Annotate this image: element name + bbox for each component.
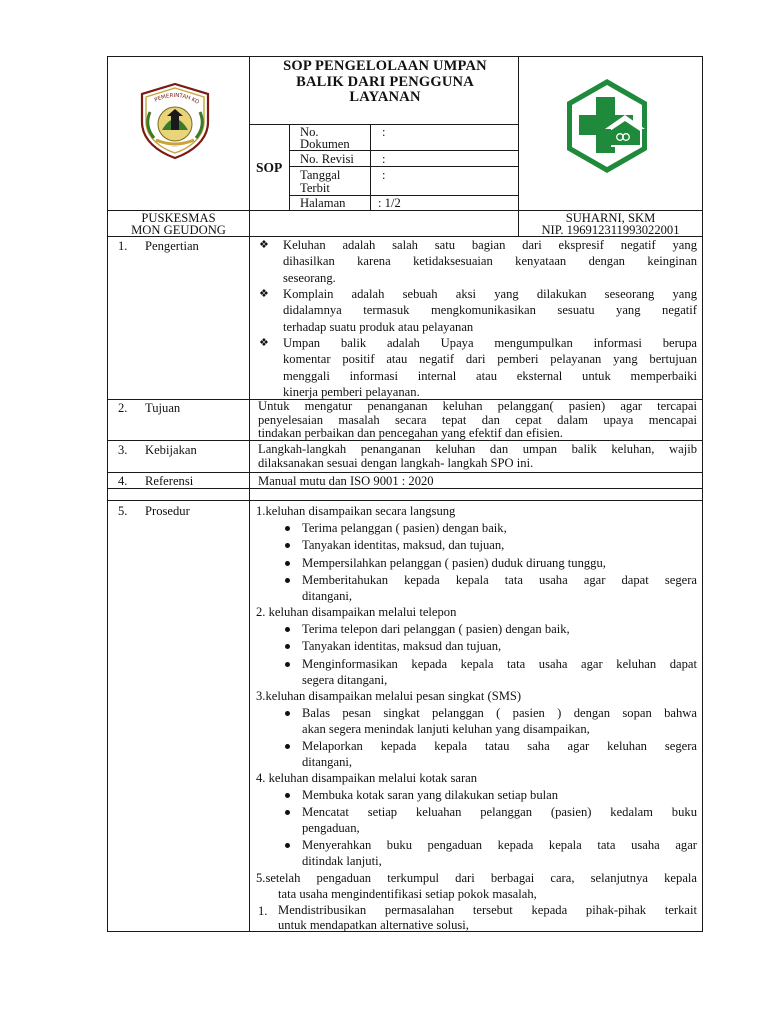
title-line-1: SOP PENGELOLAAN UMPAN	[283, 58, 487, 74]
section-4-number: 4.	[118, 474, 128, 488]
bullet-dot-icon	[285, 644, 290, 649]
city-emblem-logo	[136, 82, 214, 160]
bullet-dot-icon	[285, 843, 290, 848]
svg-text:·····: ·····	[172, 145, 178, 149]
bullet-dot-icon	[285, 526, 290, 531]
halaman-value: : 1/2	[378, 196, 401, 210]
bullet-dot-icon	[285, 543, 290, 548]
bullet-dot-icon	[285, 810, 290, 815]
prosedur-1-item-2: Tanyakan identitas, maksud, dan tujuan,	[302, 538, 505, 552]
section-2-label: Tujuan	[145, 401, 181, 415]
no-revisi-colon: :	[382, 152, 386, 166]
prosedur-heading-4: 4. keluhan disampaikan melalui kotak saran	[256, 771, 478, 785]
prosedur-2-item-3: Menginformasikan kepada kepala tata usaha agar keluhan dapat segera ditangani,	[302, 657, 697, 688]
kebijakan-text: Langkah-langkah penanganan keluhan dan umpan balik keluhan, wajib dilaksanakan sesuai dengan langkah- langkah SPO ini.	[258, 442, 697, 470]
tanggal-terbit-label-2: Terbit	[300, 181, 330, 195]
prosedur-4-item-1: Membuka kotak saran yang dilakukan setiap bulan	[302, 788, 559, 802]
prosedur-heading-2: 2. keluhan disampaikan melalui telepon	[256, 605, 457, 619]
prosedur-step-5: 5.setelah pengaduan terkumpul dari berbagai cara, selanjutnya kepala tata usaha mengindentifikasi setiap pokok masalah,	[256, 871, 697, 902]
section-3-number: 3.	[118, 443, 128, 457]
diamond-bullet-icon: ❖	[259, 337, 269, 349]
section-4-label: Referensi	[145, 474, 194, 488]
signer-name: SUHARNI, SKM	[565, 211, 656, 225]
diamond-bullet-icon: ❖	[259, 239, 269, 251]
prosedur-2-item-1: Terima telepon dari pelanggan ( pasien) dengan baik,	[302, 622, 570, 636]
tanggal-terbit-colon: :	[382, 168, 386, 182]
prosedur-1-item-1: Terima pelanggan ( pasien) dengan baik,	[302, 521, 507, 535]
no-dokumen-label-2: Dokumen	[300, 137, 350, 151]
prosedur-heading-3: 3.keluhan disampaikan melalui pesan singkat (SMS)	[256, 689, 522, 703]
prosedur-3-item-2: Melaporkan kepada kepala tatau saha agar keluhan segera ditangani,	[302, 739, 697, 770]
prosedur-numbered-1-number: 1.	[258, 904, 268, 918]
section-5-label: Prosedur	[145, 504, 190, 518]
prosedur-3-item-1: Balas pesan singkat pelanggan ( pasien ) dengan sopan bahwa akan segera menindak lanjuti keluhan yang disampaikan,	[302, 706, 697, 737]
section-3-label: Kebijakan	[145, 443, 197, 457]
org-name-line-1: PUSKESMAS	[141, 211, 216, 225]
org-name-line-2: MON GEUDONG	[131, 223, 226, 237]
prosedur-heading-1: 1.keluhan disampaikan secara langsung	[256, 504, 456, 518]
section-1-number: 1.	[118, 239, 128, 253]
pengertian-bullet-3: Umpan balik adalah Upaya mengumpulkan informasi berupa komentar positif atau negatif dari pemberi pelayanan yang bertujuan menggali informasi internal atau eksternal untuk memperbaiki kinerja pemberi pelayanan.	[283, 336, 697, 399]
bullet-dot-icon	[285, 627, 290, 632]
prosedur-4-item-2: Mencatat setiap keluahan pelanggan (pasien) kedalam buku pengaduan,	[302, 805, 697, 836]
section-5-number: 5.	[118, 504, 128, 518]
no-dokumen-label-1: No.	[300, 125, 319, 139]
bullet-dot-icon	[285, 711, 290, 716]
halaman-label: Halaman	[300, 196, 346, 210]
bullet-dot-icon	[285, 578, 290, 583]
bullet-dot-icon	[285, 744, 290, 749]
document-title	[252, 59, 518, 106]
svg-text:PEMERINTAH KOTA: PEMERINTAH KO	[153, 92, 201, 106]
sop-label: SOP	[256, 160, 283, 175]
pengertian-bullet-2: Komplain adalah sebuah aksi yang dilakukan seseorang yang didalamnya termasuk mengkomunikasikan sesuatu yang negatif terhadap suatu produk atau pelayanan	[283, 287, 697, 334]
bullet-dot-icon	[285, 662, 290, 667]
prosedur-numbered-1-text: Mendistribusikan permasalahan tersebut kepada pihak-pihak terkait untuk mendapatkan alternative solusi,	[278, 903, 697, 932]
tanggal-terbit-label-1: Tanggal	[300, 168, 341, 182]
no-dokumen-colon: :	[382, 125, 386, 139]
prosedur-4-item-3: Menyerahkan buku pengaduan kepada kepala tata usaha agar ditindak lanjuti,	[302, 838, 697, 869]
health-cross-house-icon	[565, 77, 649, 175]
prosedur-2-item-2: Tanyakan identitas, maksud dan tujuan,	[302, 639, 502, 653]
prosedur-1-item-4: Memberitahukan kepada kepala tata usaha agar dapat segera ditangani,	[302, 573, 697, 604]
tujuan-text: Untuk mengatur penanganan keluhan pelanggan( pasien) agar tercapai penyelesaian masalah secara tepat dan cepat dalam upaya mencapai tindakan perbaikan dan pencegahan yang efektif dan efisien.	[258, 399, 697, 440]
no-revisi-label: No. Revisi	[300, 152, 354, 166]
pengertian-bullet-1: Keluhan adalah salah satu bagian dari ekspresif negatif yang dihasilkan karena ketidaksesuaian kenyataan dengan keinginan seseorang.	[283, 238, 697, 285]
signer-nip: NIP. 196912311993022001	[541, 223, 680, 237]
bullet-dot-icon	[285, 793, 290, 798]
prosedur-1-item-3: Mempersilahkan pelanggan ( pasien) duduk diruang tunggu,	[302, 556, 606, 570]
title-line-3: LAYANAN	[349, 89, 421, 105]
referensi-text: Manual mutu dan ISO 9001 : 2020	[258, 474, 434, 488]
section-2-number: 2.	[118, 401, 128, 415]
section-1-label: Pengertian	[145, 239, 199, 253]
title-line-2: BALIK DARI PENGGUNA	[296, 73, 474, 90]
diamond-bullet-icon: ❖	[259, 288, 269, 300]
bullet-dot-icon	[285, 561, 290, 566]
